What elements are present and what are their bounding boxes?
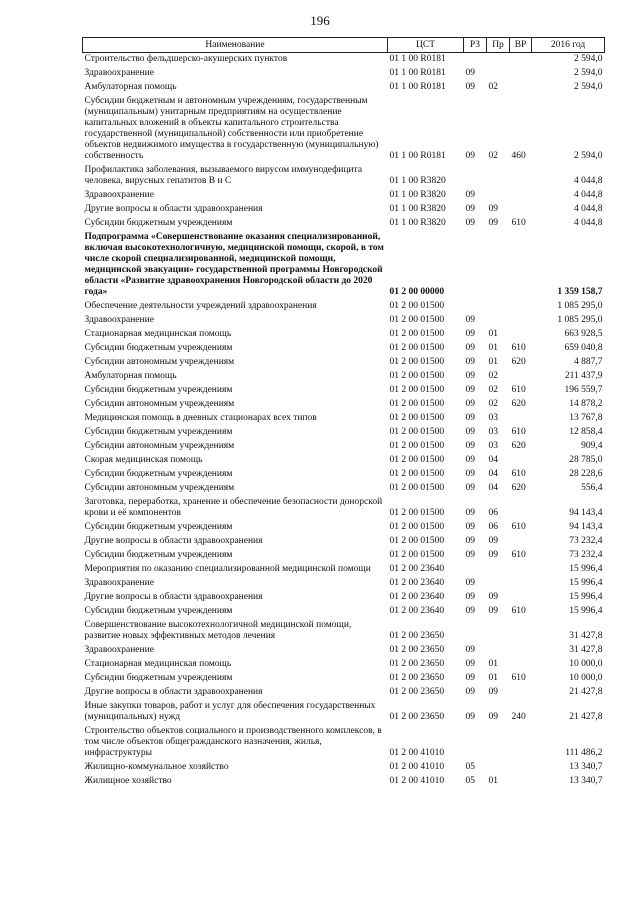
table-row: [83, 398, 605, 412]
table-row: [83, 468, 605, 482]
row-pr: [487, 619, 510, 644]
row-name: Строительство объектов социального и производственного комплексов, в том числе объектов общегражданского назначения, жилья, инфраструктуры: [84, 726, 382, 758]
row-name: Стационарная медицинская помощь: [84, 329, 232, 339]
table-row: [83, 217, 605, 231]
table-row: [83, 164, 605, 189]
row-rz: [464, 231, 487, 300]
table-row: [83, 591, 605, 605]
row-vr: [510, 81, 532, 95]
page-number: 196: [310, 13, 330, 28]
row-vr: 620: [511, 357, 526, 367]
row-vr: [510, 535, 532, 549]
table-row: [83, 440, 605, 454]
row-pr: 09: [488, 687, 498, 697]
row-sum: 4 044,8: [574, 218, 603, 228]
row-vr: 610: [511, 469, 526, 479]
row-rz: 09: [465, 441, 475, 451]
row-vr: [510, 164, 532, 189]
row-name: Субсидии бюджетным учреждениям: [84, 427, 233, 437]
row-name: Субсидии бюджетным учреждениям: [84, 606, 233, 616]
row-vr: [510, 67, 532, 81]
row-name: Субсидии бюджетным и автономным учреждениям, государственным (муниципальным) унитарным предприятиям на осуществление капитальных вложений в объекты капитального строительства государственной (муниципальной) собственности или приобретение объектов недвижимого имущества в государственную (муниципальную) собственность: [84, 96, 379, 161]
row-name: Стационарная медицинская помощь: [84, 659, 232, 669]
row-vr: [510, 454, 532, 468]
row-pr: 02: [488, 399, 498, 409]
row-cst: 01 2 00 01500: [389, 469, 445, 479]
table-row: [83, 535, 605, 549]
row-pr: 09: [488, 218, 498, 228]
row-vr: [510, 314, 532, 328]
row-name: Жилищное хозяйство: [84, 776, 172, 786]
row-cst: 01 2 00 01500: [389, 315, 445, 325]
row-name: Заготовка, переработка, хранение и обеспечение безопасности донорской крови и её компонентов: [84, 497, 383, 518]
row-sum: 556,4: [581, 483, 603, 493]
row-name: Другие вопросы в области здравоохранения: [84, 204, 263, 214]
row-vr: 610: [511, 673, 526, 683]
row-sum: 10 000,0: [569, 659, 603, 669]
row-pr: 09: [488, 550, 498, 560]
row-cst: 01 2 00 01500: [389, 550, 445, 560]
row-vr: 620: [511, 399, 526, 409]
row-name: Другие вопросы в области здравоохранения: [84, 536, 263, 546]
row-vr: [510, 658, 532, 672]
row-rz: [464, 725, 487, 761]
row-sum: 13 767,8: [569, 413, 603, 423]
row-sum: 2 594,0: [574, 54, 603, 64]
row-rz: 05: [465, 762, 475, 772]
row-sum: 13 340,7: [569, 762, 603, 772]
table-row: [83, 300, 605, 314]
row-cst: 01 2 00 01500: [389, 371, 445, 381]
table-row: [83, 605, 605, 619]
header-name: Наименование: [83, 38, 388, 53]
row-sum: 909,4: [581, 441, 603, 451]
row-sum: 659 040,8: [564, 343, 603, 353]
row-rz: 09: [465, 606, 475, 616]
row-pr: [487, 300, 510, 314]
table-row: [83, 521, 605, 535]
row-pr: 03: [488, 413, 498, 423]
row-pr: 09: [488, 204, 498, 214]
row-pr: 01: [488, 329, 498, 339]
row-sum: 211 437,9: [564, 371, 603, 381]
row-sum: 31 427,8: [569, 645, 603, 655]
row-vr: [510, 231, 532, 300]
row-cst: 01 2 00 41010: [389, 748, 445, 758]
row-pr: 02: [488, 385, 498, 395]
row-rz: 09: [465, 536, 475, 546]
row-name: Субсидии бюджетным учреждениям: [84, 469, 233, 479]
row-sum: 21 427,8: [569, 712, 603, 722]
row-rz: 09: [465, 343, 475, 353]
row-name: Субсидии бюджетным учреждениям: [84, 218, 233, 228]
row-cst: 01 2 00 23650: [389, 645, 445, 655]
row-name: Другие вопросы в области здравоохранения: [84, 687, 263, 697]
row-rz: 09: [465, 204, 475, 214]
budget-table: [82, 37, 605, 789]
row-pr: [487, 644, 510, 658]
table-row: [83, 549, 605, 563]
row-vr: 610: [511, 343, 526, 353]
row-vr: [510, 496, 532, 521]
row-name: Скорая медицинская помощь: [84, 455, 203, 465]
row-cst: 01 2 00 01500: [389, 385, 445, 395]
row-pr: 02: [488, 151, 498, 161]
row-rz: 09: [465, 151, 475, 161]
row-name: Субсидии автономным учреждениям: [84, 483, 235, 493]
row-vr: [510, 300, 532, 314]
row-cst: 01 2 00 23650: [389, 631, 445, 641]
row-sum: 73 232,4: [569, 536, 603, 546]
table-row: [83, 81, 605, 95]
table-row: [83, 619, 605, 644]
table-row: [83, 577, 605, 591]
row-rz: 09: [465, 469, 475, 479]
row-name: Здравоохранение: [84, 68, 154, 78]
row-cst: 01 2 00 01500: [389, 483, 445, 493]
row-cst: 01 2 00 01500: [389, 427, 445, 437]
row-name: Совершенствование высокотехнологичной медицинской помощи, развитие новых эффективных методов лечения: [84, 620, 352, 641]
row-cst: 01 2 00 00000: [389, 287, 445, 297]
row-pr: 03: [488, 441, 498, 451]
table-row: [83, 426, 605, 440]
row-cst: 01 2 00 01500: [389, 413, 445, 423]
row-vr: 610: [511, 550, 526, 560]
row-rz: 09: [465, 357, 475, 367]
row-cst: 01 2 00 41010: [389, 762, 445, 772]
row-cst: 01 2 00 23650: [389, 673, 445, 683]
row-rz: [464, 300, 487, 314]
row-rz: 09: [465, 578, 475, 588]
row-cst: 01 2 00 01500: [389, 522, 445, 532]
row-name: Амбулаторная помощь: [84, 82, 177, 92]
row-name: Субсидии бюджетным учреждениям: [84, 522, 233, 532]
table-row: [83, 563, 605, 577]
row-vr: [510, 761, 532, 775]
table-row: [83, 231, 605, 300]
row-vr: [510, 686, 532, 700]
row-sum: 15 996,4: [569, 564, 603, 574]
table-body: [83, 53, 605, 790]
row-name: Обеспечение деятельности учреждений здравоохранения: [84, 301, 317, 311]
row-pr: 09: [488, 606, 498, 616]
row-cst: 01 1 00 R3820: [389, 218, 446, 228]
row-vr: [510, 203, 532, 217]
row-vr: 620: [511, 441, 526, 451]
row-name: Субсидии автономным учреждениям: [84, 441, 235, 451]
row-cst: 01 2 00 23640: [389, 578, 445, 588]
row-sum: 12 858,4: [569, 427, 603, 437]
table-row: [83, 189, 605, 203]
header-year: 2016 год: [532, 38, 605, 53]
row-cst: 01 2 00 01500: [389, 455, 445, 465]
table-row: [83, 95, 605, 164]
row-sum: 94 143,4: [569, 522, 603, 532]
header-cst: ЦСТ: [388, 38, 464, 53]
row-name: Другие вопросы в области здравоохранения: [84, 592, 263, 602]
row-rz: 09: [465, 218, 475, 228]
row-rz: 09: [465, 522, 475, 532]
row-pr: [487, 189, 510, 203]
row-rz: 09: [465, 68, 475, 78]
row-pr: 01: [488, 776, 498, 786]
row-sum: 1 085 295,0: [557, 315, 603, 325]
row-rz: 09: [465, 371, 475, 381]
row-cst: 01 1 00 R3820: [389, 176, 446, 186]
row-vr: [510, 619, 532, 644]
row-rz: [464, 619, 487, 644]
row-pr: [487, 53, 510, 68]
row-sum: 21 427,8: [569, 687, 603, 697]
table-row: [83, 342, 605, 356]
row-rz: 09: [465, 315, 475, 325]
table-row: [83, 644, 605, 658]
row-name: Здравоохранение: [84, 645, 154, 655]
row-pr: 03: [488, 427, 498, 437]
table-row: [83, 775, 605, 789]
row-vr: [510, 328, 532, 342]
row-rz: [464, 164, 487, 189]
row-vr: [510, 370, 532, 384]
row-vr: [510, 775, 532, 789]
row-vr: [510, 189, 532, 203]
row-name: Жилищно-коммунальное хозяйство: [84, 762, 229, 772]
table-row: [83, 328, 605, 342]
header-pr: Пр: [487, 38, 510, 53]
row-vr: 610: [511, 606, 526, 616]
row-sum: 2 594,0: [574, 151, 603, 161]
row-rz: 09: [465, 413, 475, 423]
row-pr: 04: [488, 455, 498, 465]
row-rz: 05: [465, 776, 475, 786]
row-cst: 01 2 00 01500: [389, 301, 445, 311]
table-row: [83, 700, 605, 725]
row-sum: 196 559,7: [564, 385, 603, 395]
row-vr: 610: [511, 427, 526, 437]
table-row: [83, 725, 605, 761]
row-name: Мероприятия по оказанию специализированной медицинской помощи: [84, 564, 371, 574]
row-cst: 01 2 00 01500: [389, 441, 445, 451]
row-rz: [464, 53, 487, 68]
row-pr: 01: [488, 343, 498, 353]
row-pr: 02: [488, 82, 498, 92]
row-pr: [487, 164, 510, 189]
row-rz: [464, 563, 487, 577]
row-name: Субсидии автономным учреждениям: [84, 357, 235, 367]
row-rz: 09: [465, 659, 475, 669]
row-rz: 09: [465, 329, 475, 339]
row-sum: 1 085 295,0: [557, 301, 603, 311]
row-cst: 01 1 00 R0181: [389, 54, 446, 64]
row-name: Субсидии бюджетным учреждениям: [84, 673, 233, 683]
table-row: [83, 482, 605, 496]
row-vr: [510, 725, 532, 761]
row-rz: 09: [465, 190, 475, 200]
row-vr: 610: [511, 522, 526, 532]
row-cst: 01 2 00 01500: [389, 508, 445, 518]
row-name: Амбулаторная помощь: [84, 371, 177, 381]
row-pr: 09: [488, 536, 498, 546]
row-rz: 09: [465, 645, 475, 655]
header-vr: ВР: [510, 38, 532, 53]
header-rz: РЗ: [464, 38, 487, 53]
row-sum: 14 878,2: [569, 399, 603, 409]
row-sum: 28 228,6: [569, 469, 603, 479]
row-rz: 09: [465, 399, 475, 409]
table-row: [83, 67, 605, 81]
row-vr: 610: [511, 218, 526, 228]
row-pr: 04: [488, 483, 498, 493]
row-name: Субсидии бюджетным учреждениям: [84, 550, 233, 560]
row-pr: [487, 761, 510, 775]
row-name: Здравоохранение: [84, 315, 154, 325]
row-rz: 09: [465, 385, 475, 395]
row-sum: 2 594,0: [574, 82, 603, 92]
table-row: [83, 761, 605, 775]
row-cst: 01 1 00 R3820: [389, 190, 446, 200]
row-sum: 94 143,4: [569, 508, 603, 518]
row-sum: 15 996,4: [569, 606, 603, 616]
row-vr: 240: [511, 712, 526, 722]
row-pr: 01: [488, 659, 498, 669]
row-sum: 2 594,0: [574, 68, 603, 78]
row-vr: 460: [511, 151, 526, 161]
row-vr: [510, 563, 532, 577]
row-vr: [510, 644, 532, 658]
row-cst: 01 1 00 R0181: [389, 68, 446, 78]
row-rz: 09: [465, 82, 475, 92]
table-row: [83, 370, 605, 384]
row-cst: 01 2 00 23650: [389, 712, 445, 722]
table-row: [83, 496, 605, 521]
row-cst: 01 2 00 41010: [389, 776, 445, 786]
row-sum: 13 340,7: [569, 776, 603, 786]
row-pr: 09: [488, 712, 498, 722]
row-vr: [510, 53, 532, 68]
row-rz: 09: [465, 712, 475, 722]
row-sum: 31 427,8: [569, 631, 603, 641]
row-cst: 01 1 00 R3820: [389, 204, 446, 214]
row-cst: 01 2 00 01500: [389, 357, 445, 367]
row-cst: 01 2 00 23650: [389, 659, 445, 669]
row-vr: [510, 591, 532, 605]
row-cst: 01 1 00 R0181: [389, 151, 446, 161]
row-cst: 01 1 00 R0181: [389, 82, 446, 92]
row-sum: 4 044,8: [574, 204, 603, 214]
table-row: [83, 454, 605, 468]
row-rz: 09: [465, 455, 475, 465]
row-cst: 01 2 00 01500: [389, 536, 445, 546]
row-pr: [487, 563, 510, 577]
row-name: Субсидии бюджетным учреждениям: [84, 385, 233, 395]
table-row: [83, 314, 605, 328]
row-sum: 4 044,8: [574, 176, 603, 186]
row-name: Здравоохранение: [84, 190, 154, 200]
row-cst: 01 2 00 23640: [389, 592, 445, 602]
row-pr: 09: [488, 592, 498, 602]
row-rz: 09: [465, 687, 475, 697]
table-row: [83, 412, 605, 426]
row-pr: [487, 231, 510, 300]
row-sum: 73 232,4: [569, 550, 603, 560]
row-name: Строительство фельдшерско-акушерских пунктов: [84, 54, 288, 64]
row-name: Подпрограмма «Совершенствование оказания специализированной, включая высокотехнологичную, медицинской помощи, скорой, в том числе скорой специализированной, медицинской помощи, медицинской эвакуации» государственной программы Новгородской области «Развитие здравоохранения Новгородской области до 2020 года»: [84, 232, 384, 297]
table-row: [83, 384, 605, 398]
row-sum: 663 928,5: [564, 329, 603, 339]
row-pr: 06: [488, 522, 498, 532]
row-pr: [487, 314, 510, 328]
row-cst: 01 2 00 23640: [389, 564, 445, 574]
row-cst: 01 2 00 23650: [389, 687, 445, 697]
row-sum: 15 996,4: [569, 592, 603, 602]
row-name: Субсидии автономным учреждениям: [84, 399, 235, 409]
row-cst: 01 2 00 01500: [389, 399, 445, 409]
row-cst: 01 2 00 01500: [389, 329, 445, 339]
row-pr: 02: [488, 371, 498, 381]
row-vr: 620: [511, 483, 526, 493]
row-pr: 01: [488, 357, 498, 367]
row-rz: 09: [465, 673, 475, 683]
row-sum: 28 785,0: [569, 455, 603, 465]
row-vr: 610: [511, 385, 526, 395]
row-pr: 01: [488, 673, 498, 683]
row-rz: 09: [465, 592, 475, 602]
table-row: [83, 672, 605, 686]
row-name: Медицинская помощь в дневных стационарах всех типов: [84, 413, 317, 423]
row-pr: [487, 725, 510, 761]
table-row: [83, 658, 605, 672]
table-row: [83, 203, 605, 217]
table-header-row: [83, 38, 605, 53]
row-rz: 09: [465, 550, 475, 560]
row-pr: [487, 67, 510, 81]
row-pr: 04: [488, 469, 498, 479]
row-cst: 01 2 00 23640: [389, 606, 445, 616]
row-cst: 01 2 00 01500: [389, 343, 445, 353]
row-sum: 10 000,0: [569, 673, 603, 683]
row-name: Субсидии бюджетным учреждениям: [84, 343, 233, 353]
table-row: [83, 53, 605, 68]
table-row: [83, 686, 605, 700]
row-name: Иные закупки товаров, работ и услуг для обеспечения государственных (муниципальных) нужд: [84, 701, 376, 722]
row-sum: 1 359 158,7: [557, 287, 603, 297]
row-name: Здравоохранение: [84, 578, 154, 588]
row-sum: 15 996,4: [569, 578, 603, 588]
row-pr: 06: [488, 508, 498, 518]
row-rz: 09: [465, 508, 475, 518]
row-vr: [510, 577, 532, 591]
row-sum: 111 486,2: [565, 748, 603, 758]
row-sum: 4 887,7: [574, 357, 603, 367]
row-rz: 09: [465, 483, 475, 493]
table-row: [83, 356, 605, 370]
row-pr: [487, 577, 510, 591]
row-vr: [510, 412, 532, 426]
row-rz: 09: [465, 427, 475, 437]
row-name: Профилактика заболевания, вызываемого вирусом иммунодефицита человека, вирусных гепатитов В и С: [84, 165, 363, 186]
row-sum: 4 044,8: [574, 190, 603, 200]
